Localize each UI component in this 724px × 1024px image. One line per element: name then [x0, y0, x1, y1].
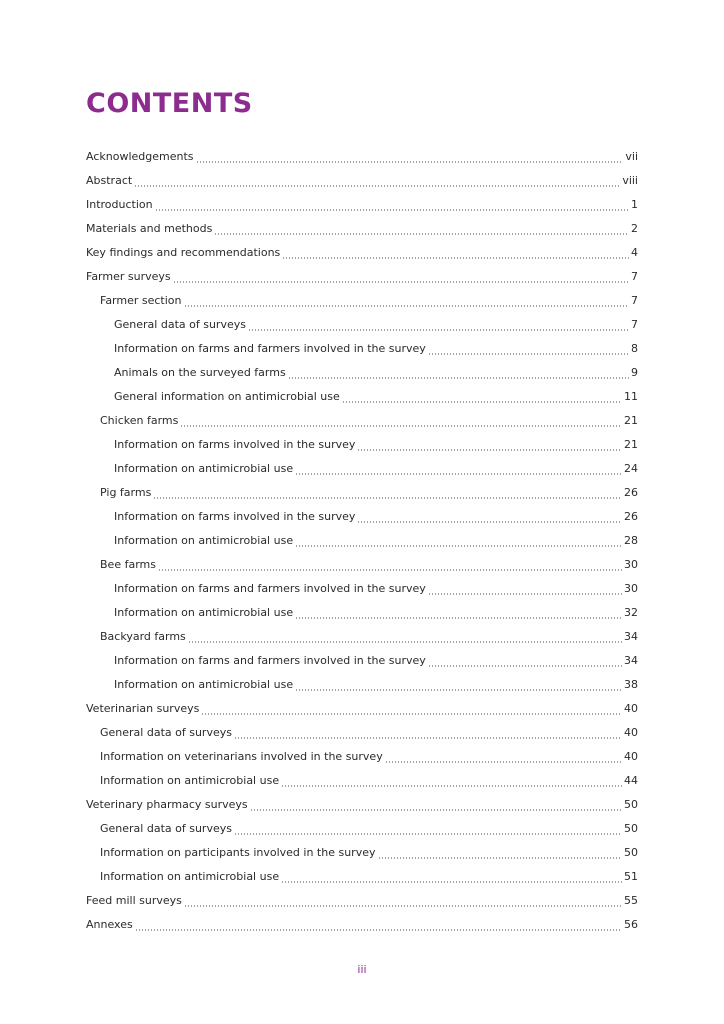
dot-leader [248, 329, 629, 331]
toc-entry-page-number: 26 [624, 486, 638, 499]
page-number: iii [357, 963, 367, 976]
toc-entry-label: Pig farms [100, 486, 152, 499]
dot-leader [295, 473, 622, 475]
toc-entry-label: Introduction [86, 198, 153, 211]
toc-entry[interactable] [86, 577, 638, 601]
toc-entry-label: Animals on the surveyed farms [114, 366, 286, 379]
dot-leader [357, 449, 622, 451]
toc-entry-label: Materials and methods [86, 222, 213, 235]
toc-entry[interactable] [86, 241, 638, 265]
toc-entry-label: Key findings and recommendations [86, 246, 281, 259]
toc-entry[interactable] [86, 625, 638, 649]
dot-leader [155, 209, 629, 211]
toc-entry-page-number: 38 [624, 678, 638, 691]
table-of-contents [86, 145, 638, 937]
toc-entry-page-number: 40 [624, 750, 638, 763]
toc-entry-page-number: 1 [631, 198, 638, 211]
dot-leader [288, 377, 629, 379]
toc-entry-page-number: 4 [631, 246, 638, 259]
dot-leader [428, 593, 622, 595]
toc-entry[interactable] [86, 889, 638, 913]
toc-entry[interactable] [86, 385, 638, 409]
page-title: CONTENTS [86, 88, 253, 119]
dot-leader [153, 497, 622, 499]
dot-leader [201, 713, 622, 715]
toc-entry[interactable] [86, 409, 638, 433]
toc-entry-page-number: vii [625, 150, 638, 163]
toc-entry[interactable] [86, 457, 638, 481]
toc-entry-label: Information on farms and farmers involved in the survey [114, 582, 426, 595]
toc-entry[interactable] [86, 793, 638, 817]
toc-entry-label: Annexes [86, 918, 133, 931]
toc-entry[interactable] [86, 433, 638, 457]
toc-entry-page-number: 32 [624, 606, 638, 619]
toc-entry-label: General data of surveys [100, 822, 232, 835]
toc-entry-page-number: 55 [624, 894, 638, 907]
dot-leader [184, 305, 629, 307]
toc-entry-label: Veterinarian surveys [86, 702, 200, 715]
toc-entry-label: Information on antimicrobial use [100, 870, 280, 883]
toc-entry[interactable] [86, 313, 638, 337]
toc-entry-page-number: 40 [624, 702, 638, 715]
dot-leader [234, 737, 622, 739]
toc-entry[interactable] [86, 361, 638, 385]
dot-leader [295, 689, 622, 691]
toc-entry-page-number: 50 [624, 822, 638, 835]
toc-entry-page-number: 7 [631, 294, 638, 307]
toc-entry-label: Chicken farms [100, 414, 179, 427]
dot-leader [295, 617, 622, 619]
toc-entry[interactable] [86, 193, 638, 217]
toc-entry-label: Information on farms involved in the survey [114, 438, 356, 451]
toc-entry-page-number: 21 [624, 414, 638, 427]
toc-entry-page-number: 40 [624, 726, 638, 739]
toc-entry[interactable] [86, 217, 638, 241]
toc-entry-page-number: 28 [624, 534, 638, 547]
toc-entry-label: Farmer surveys [86, 270, 171, 283]
dot-leader [173, 281, 629, 283]
dot-leader [158, 569, 622, 571]
toc-entry-page-number: 56 [624, 918, 638, 931]
toc-entry[interactable] [86, 865, 638, 889]
dot-leader [428, 665, 622, 667]
toc-entry-page-number: 50 [624, 846, 638, 859]
dot-leader [281, 785, 622, 787]
toc-entry-page-number: 26 [624, 510, 638, 523]
dot-leader [385, 761, 622, 763]
toc-entry[interactable] [86, 769, 638, 793]
toc-entry-label: Information on participants involved in the survey [100, 846, 376, 859]
toc-entry[interactable] [86, 697, 638, 721]
dot-leader [428, 353, 629, 355]
toc-entry[interactable] [86, 601, 638, 625]
toc-entry[interactable] [86, 289, 638, 313]
toc-entry[interactable] [86, 481, 638, 505]
dot-leader [342, 401, 622, 403]
toc-entry-label: Information on farms and farmers involved in the survey [114, 342, 426, 355]
toc-entry-label: Information on antimicrobial use [114, 678, 294, 691]
toc-entry-label: General data of surveys [114, 318, 246, 331]
toc-entry-label: Abstract [86, 174, 133, 187]
dot-leader [180, 425, 622, 427]
toc-entry-label: Information on farms involved in the survey [114, 510, 356, 523]
toc-entry-page-number: 9 [631, 366, 638, 379]
toc-entry-page-number: 24 [624, 462, 638, 475]
dot-leader [295, 545, 622, 547]
toc-entry[interactable] [86, 745, 638, 769]
toc-entry[interactable] [86, 337, 638, 361]
toc-entry-label: Acknowledgements [86, 150, 194, 163]
toc-entry-page-number: 34 [624, 630, 638, 643]
toc-entry-label: Farmer section [100, 294, 182, 307]
dot-leader [188, 641, 622, 643]
toc-entry[interactable] [86, 505, 638, 529]
toc-entry-label: General data of surveys [100, 726, 232, 739]
toc-entry[interactable] [86, 265, 638, 289]
toc-entry-page-number: 44 [624, 774, 638, 787]
toc-entry-label: Information on antimicrobial use [114, 462, 294, 475]
dot-leader [250, 809, 622, 811]
toc-entry-label: Backyard farms [100, 630, 186, 643]
dot-leader [184, 905, 622, 907]
toc-entry-page-number: 2 [631, 222, 638, 235]
dot-leader [135, 929, 622, 931]
toc-entry[interactable] [86, 169, 638, 193]
toc-entry-label: Information on veterinarians involved in the survey [100, 750, 383, 763]
dot-leader [214, 233, 629, 235]
toc-entry-label: General information on antimicrobial use [114, 390, 340, 403]
toc-entry[interactable] [86, 649, 638, 673]
dot-leader [234, 833, 622, 835]
toc-entry[interactable] [86, 673, 638, 697]
toc-entry[interactable] [86, 721, 638, 745]
toc-entry-label: Feed mill surveys [86, 894, 182, 907]
toc-entry-page-number: 30 [624, 558, 638, 571]
dot-leader [357, 521, 622, 523]
toc-entry-page-number: 7 [631, 318, 638, 331]
toc-entry-page-number: 7 [631, 270, 638, 283]
dot-leader [282, 257, 629, 259]
toc-entry-label: Bee farms [100, 558, 156, 571]
toc-entry-page-number: 51 [624, 870, 638, 883]
dot-leader [281, 881, 622, 883]
toc-entry-page-number: 21 [624, 438, 638, 451]
toc-entry-page-number: 30 [624, 582, 638, 595]
toc-entry-page-number: 8 [631, 342, 638, 355]
toc-entry-label: Information on antimicrobial use [114, 606, 294, 619]
toc-entry[interactable] [86, 817, 638, 841]
toc-entry-page-number: 34 [624, 654, 638, 667]
toc-entry-page-number: 11 [624, 390, 638, 403]
toc-entry-page-number: viii [622, 174, 638, 187]
toc-entry-label: Veterinary pharmacy surveys [86, 798, 248, 811]
toc-entry[interactable] [86, 553, 638, 577]
dot-leader [134, 185, 620, 187]
toc-entry-page-number: 50 [624, 798, 638, 811]
toc-entry[interactable] [86, 913, 638, 937]
toc-entry-label: Information on antimicrobial use [100, 774, 280, 787]
toc-entry[interactable] [86, 841, 638, 865]
toc-entry[interactable] [86, 145, 638, 169]
dot-leader [196, 161, 624, 163]
toc-entry-label: Information on farms and farmers involved in the survey [114, 654, 426, 667]
dot-leader [378, 857, 623, 859]
toc-entry[interactable] [86, 529, 638, 553]
toc-entry-label: Information on antimicrobial use [114, 534, 294, 547]
